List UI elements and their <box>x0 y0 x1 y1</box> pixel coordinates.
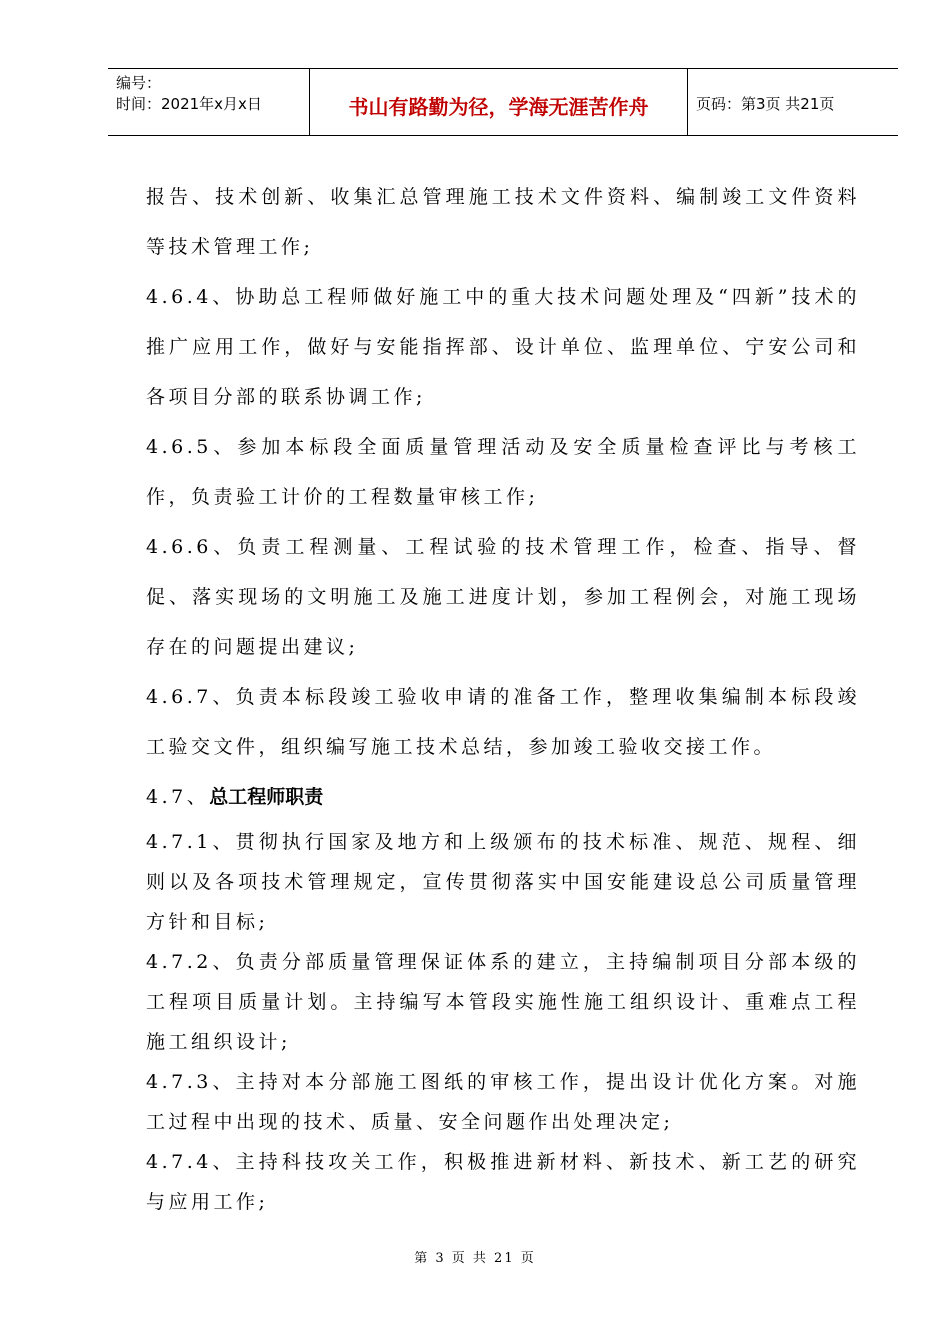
paragraph: 4.6.6、负责工程测量、工程试验的技术管理工作，检查、指导、督促、落实现场的文明施工及施工进度计划，参加工程例会，对施工现场存在的问题提出建议; <box>146 536 860 658</box>
section-heading <box>146 772 860 822</box>
paragraph: 4.7.3、主持对本分部施工图纸的审核工作，提出设计优化方案。对施工过程中出现的技术、质量、安全问题作出处理决定; <box>146 1071 860 1133</box>
page-number-cell <box>688 69 898 135</box>
paragraph: 报告、技术创新、收集汇总管理施工技术文件资料、编制竣工文件资料等技术管理工作; <box>146 186 860 258</box>
footer-page-number: 第 3 页 共 21 页 <box>414 1251 536 1266</box>
page-footer <box>0 1247 950 1266</box>
paragraph: 4.7.1、贯彻执行国家及地方和上级颁布的技术标准、规范、规程、细则以及各项技术管理规定，宣传贯彻落实中国安能建设总公司质量管理方针和目标; <box>146 831 860 933</box>
paragraph: 4.6.7、负责本标段竣工验收申请的准备工作，整理收集编制本标段竣工验交文件，组织编写施工技术总结，参加竣工验收交接工作。 <box>146 686 860 758</box>
document-body <box>146 172 860 1222</box>
section-number: 4.7、 <box>146 786 210 808</box>
serial-number-label: 编号： <box>116 74 162 92</box>
paragraph: 4.6.5、参加本标段全面质量管理活动及安全质量检查评比与考核工作，负责验工计价的工程数量审核工作; <box>146 436 860 508</box>
page-header <box>108 68 898 136</box>
section-title: 总工程师职责 <box>209 786 324 808</box>
date-label: 时间：2021年x月x日 <box>116 95 262 113</box>
paragraph: 4.7.2、负责分部质量管理保证体系的建立，主持编制项目分部本级的工程项目质量计划。主持编写本管段实施性施工组织设计、重难点工程施工组织设计; <box>146 951 860 1053</box>
motto-text: 书山有路勤为径，学海无涯苦作舟 <box>348 94 649 119</box>
page-number-label: 页码：第3页 共21页 <box>696 94 835 113</box>
paragraph: 4.7.4、主持科技攻关工作，积极推进新材料、新技术、新工艺的研究与应用工作; <box>146 1151 860 1213</box>
motto-cell <box>310 69 688 135</box>
header-info-cell <box>108 69 310 135</box>
paragraph: 4.6.4、协助总工程师做好施工中的重大技术问题处理及“四新”技术的推广应用工作，做好与安能指挥部、设计单位、监理单位、宁安公司和各项目分部的联系协调工作; <box>146 286 860 408</box>
